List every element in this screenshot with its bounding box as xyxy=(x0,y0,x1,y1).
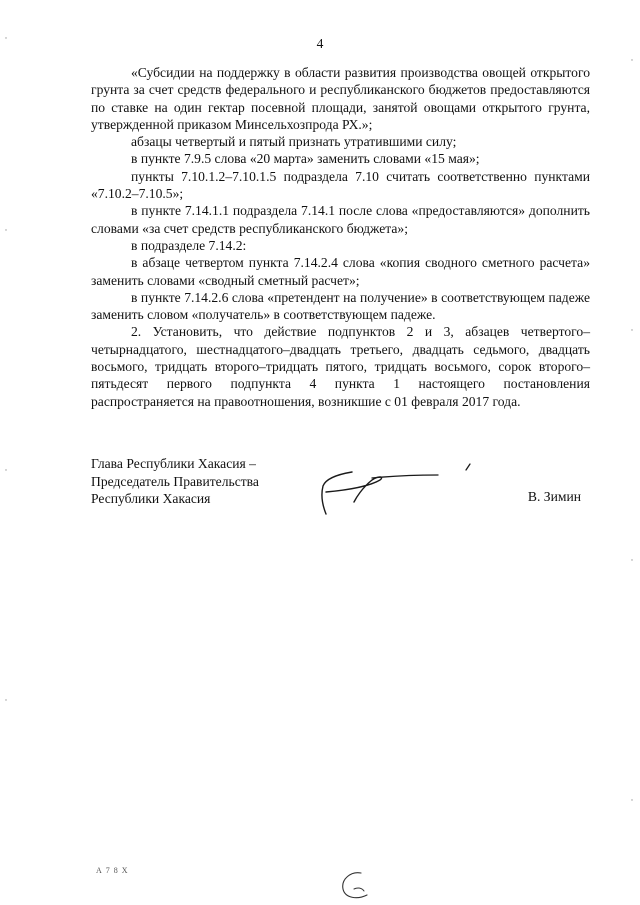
paragraph: пункты 7.10.1.2–7.10.1.5 подраздела 7.10 считать соответственно пунктами «7.10.2–7.10.5»; xyxy=(91,168,590,202)
signatory-name: В. Зимин xyxy=(527,489,581,504)
signatory-title xyxy=(91,455,259,508)
paragraph: в пункте 7.9.5 слова «20 марта» заменить словами «15 мая»; xyxy=(131,151,480,167)
paragraph: абзацы четвертый и пятый признать утратившими силу; xyxy=(131,134,457,150)
footer-mark: А 7 8 Х xyxy=(96,866,129,875)
page-number: 4 xyxy=(316,36,324,51)
scan-margin-dots-left xyxy=(4,0,8,905)
paragraph: в абзаце четвертом пункта 7.14.2.4 слова «копия сводного сметного расчета» заменить словами «сводный сметный расчет»; xyxy=(91,255,590,288)
signatory-title-line: Председатель Правительства xyxy=(91,473,259,489)
paragraph: «Субсидии на поддержку в области развития производства овощей открытого грунта за счет средств федерального и республиканского бюджетов предоставляются по ставке на один гектар посевной площади, занятой овощами открытого грунта, утвержденной приказом Минсельхозпрода РХ.»; xyxy=(91,65,590,132)
paragraph: в пункте 7.14.1.1 подраздела 7.14.1 после слова «предоставляются» дополнить словами «за счет средств республиканского бюджета»; xyxy=(91,203,590,236)
paragraph: 2. Установить, что действие подпунктов 2 и 3, абзацев четвертого–четырнадцатого, шестнадцатого–двадцать третьего, двадцать седьмого, двадцать восьмого, тридцать второго–тридцать пятого, тридцать восьмого, сорок второго–пятьдесят первого подпункта 4 пункта 1 настоящего постановления распространяется на правоотношения, возникшие с 01 февраля 2017 года. xyxy=(91,324,590,409)
paragraph: в подразделе 7.14.2: xyxy=(131,237,247,253)
handwritten-mark xyxy=(337,869,377,903)
paragraph: в пункте 7.14.2.6 слова «претендент на получение» в соответствующем падеже заменить словом «получатель» в соответствующем падеже. xyxy=(91,289,590,323)
signatory-title-line: Глава Республики Хакасия – xyxy=(91,456,256,471)
document-body xyxy=(91,64,590,410)
handwritten-signature xyxy=(318,458,488,528)
scan-margin-dots-right xyxy=(630,0,634,905)
signatory-title-line: Республики Хакасия xyxy=(91,491,211,506)
